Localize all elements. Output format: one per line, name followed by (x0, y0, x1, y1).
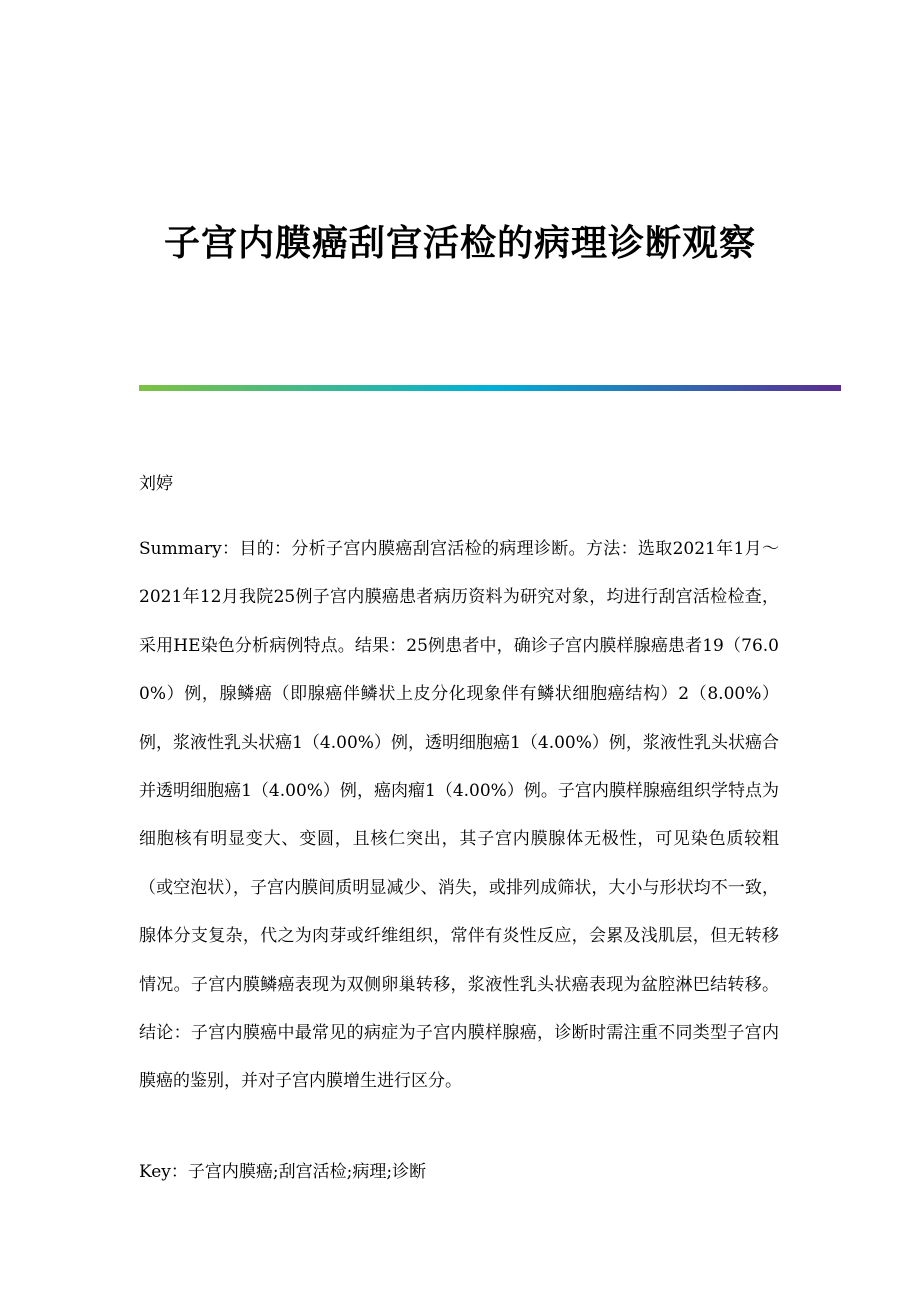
keywords-label: Key： (139, 1162, 188, 1182)
summary-label: Summary： (139, 539, 240, 559)
keywords-text: 子宫内膜癌;刮宫活检;病理;诊断 (187, 1162, 427, 1182)
paper-title: 子宫内膜癌刮宫活检的病理诊断观察 (163, 222, 756, 264)
gradient-divider (139, 385, 841, 391)
keywords-line (139, 1155, 779, 1189)
summary-text: 目的：分析子宫内膜癌刮宫活检的病理诊断。方法：选取2021年1月～2021年12月我院25例子宫内膜癌患者病历资料为研究对象，均进行刮宫活检检查，采用HE染色分析病例特点。结果：25例患者中，确诊子宫内膜样腺癌患者19（76.00%）例，腺鳞癌（即腺癌伴鳞状上皮分化现象伴有鳞状细胞癌结构）2（8.00%）例，浆液性乳头状癌1（4.00%）例，透明细胞癌1（4.00%）例，浆液性乳头状癌合并透明细胞癌1（4.00%）例，癌肉瘤1（4.00%）例。子宫内膜样腺癌组织学特点为细胞核有明显变大、变圆，且核仁突出，其子宫内膜腺体无极性，可见染色质较粗（或空泡状），子宫内膜间质明显减少、消失，或排列成筛状，大小与形状均不一致，腺体分支复杂，代之为肉芽或纤维组织，常伴有炎性反应，会累及浅肌层，但无转移情况。子宫内膜鳞癌表现为双侧卵巢转移，浆液性乳头状癌表现为盆腔淋巴结转移。结论：子宫内膜癌中最常见的病症为子宫内膜样腺癌，诊断时需注重不同类型子宫内膜癌的鉴别，并对子宫内膜增生进行区分。 (139, 539, 779, 1092)
author-name: 刘婷 (139, 474, 173, 494)
summary-paragraph (139, 525, 779, 1106)
